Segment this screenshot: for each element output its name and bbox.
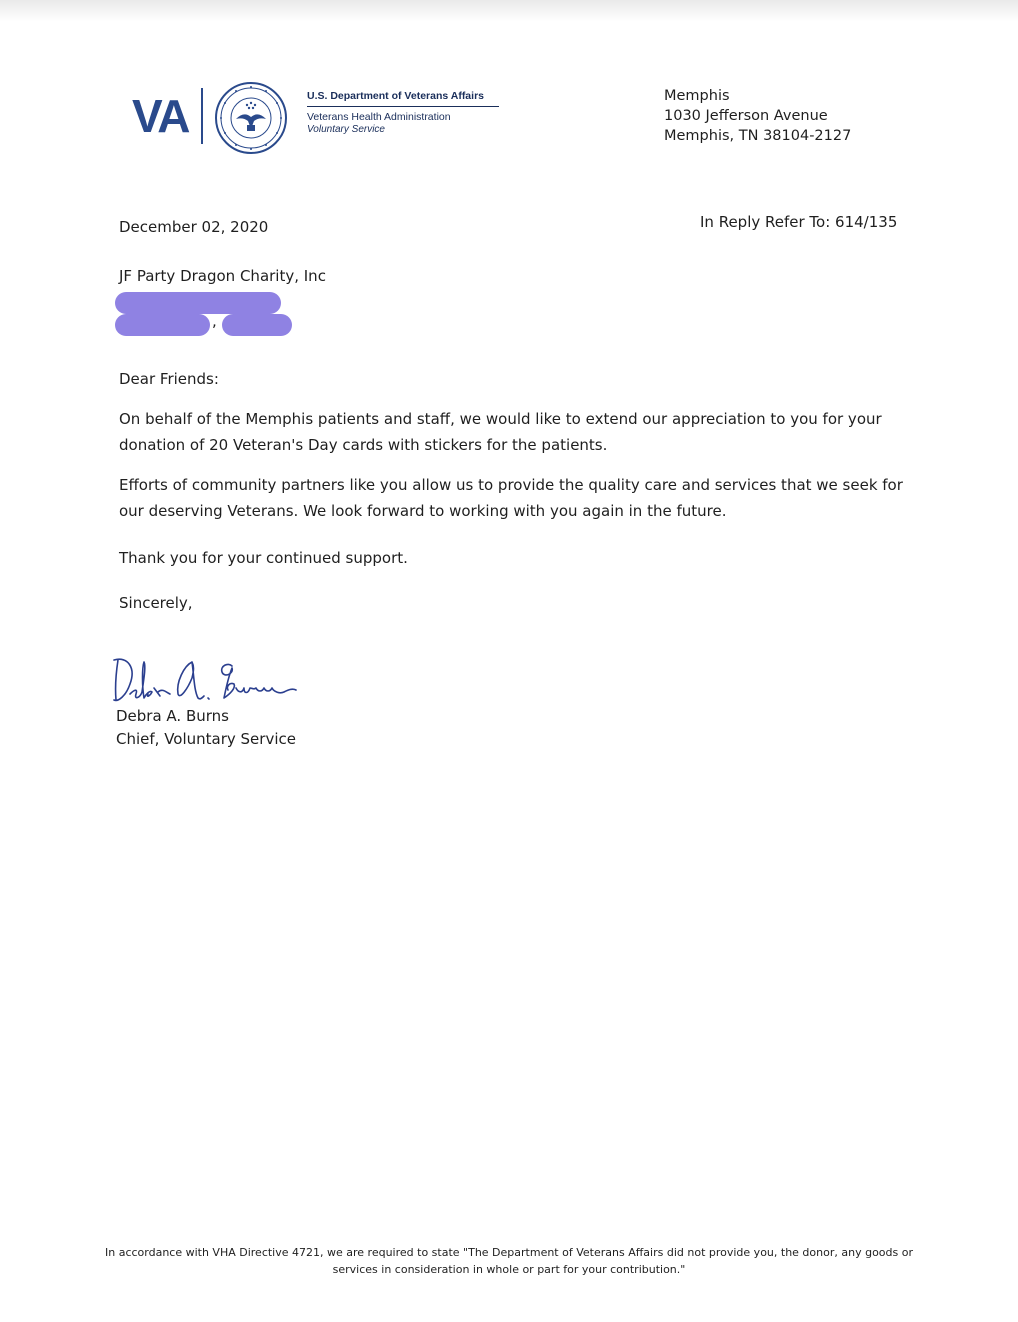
logo-divider (201, 88, 203, 144)
va-seal-icon (214, 81, 288, 155)
signer-name: Debra A. Burns (116, 707, 229, 725)
salutation: Dear Friends: (119, 370, 219, 388)
letter-date: December 02, 2020 (119, 218, 269, 236)
va-logo: VA (132, 90, 189, 142)
redacted-state-zip (222, 314, 292, 336)
page-top-shadow (0, 0, 1018, 22)
address-comma: , (212, 312, 217, 330)
department-block (307, 90, 499, 135)
facility-street: 1030 Jefferson Avenue (664, 108, 828, 124)
thanks-line: Thank you for your continued support. (119, 549, 408, 567)
recipient-name: JF Party Dragon Charity, Inc (119, 267, 326, 285)
body-paragraph-2: Efforts of community partners like you allow us to provide the quality care and services that we seek for our deserving Veterans. We look forward to working with you again in the future. (119, 476, 903, 520)
facility-name: Memphis (664, 88, 730, 104)
administration-name: Veterans Health Administration (307, 111, 451, 123)
handwritten-signature (108, 648, 308, 710)
department-name: U.S. Department of Veterans Affairs (307, 90, 499, 107)
closing: Sincerely, (119, 594, 193, 612)
service-name: Voluntary Service (307, 124, 385, 135)
redacted-street (115, 292, 281, 314)
body-paragraph-1: On behalf of the Memphis patients and staff, we would like to extend our appreciation to you for your donation of 20 Veteran's Day cards with stickers for the patients. (119, 410, 882, 454)
redacted-city (115, 314, 210, 336)
facility-address (664, 86, 851, 146)
facility-city: Memphis, TN 38104-2127 (664, 128, 852, 144)
signer-title: Chief, Voluntary Service (116, 730, 296, 748)
footer-disclaimer: In accordance with VHA Directive 4721, we are required to state "The Department of Veterans Affairs did not provide you, the donor, any goods or services in consideration in whole or part for your contribution." (104, 1246, 913, 1276)
reply-reference: In Reply Refer To: 614/135 (700, 213, 898, 231)
